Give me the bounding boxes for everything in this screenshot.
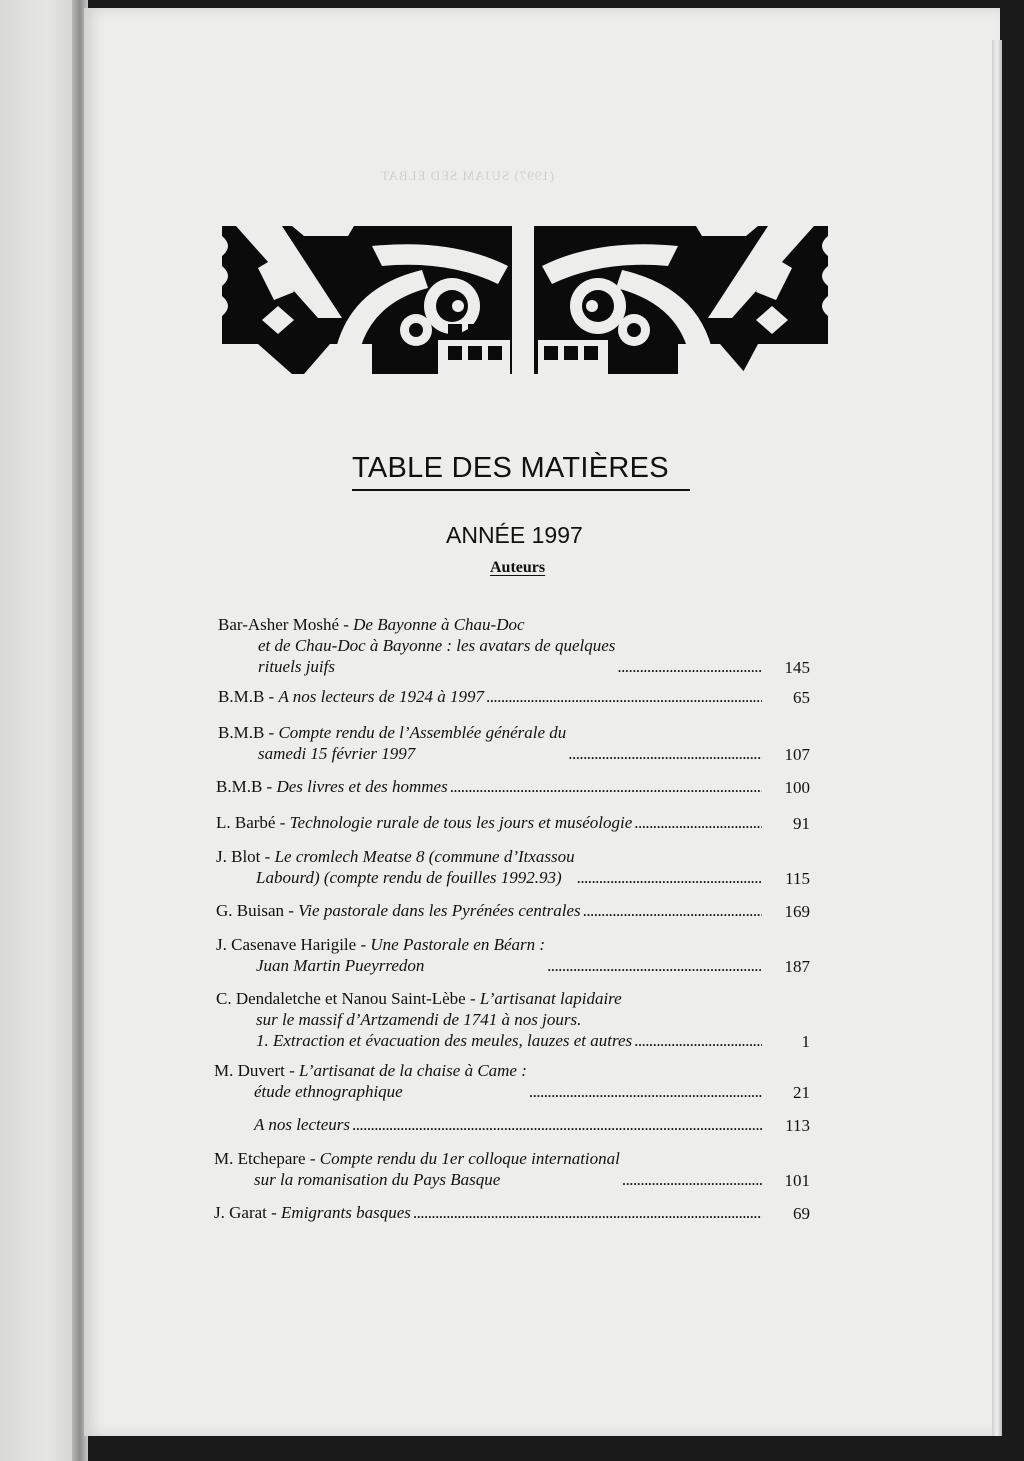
entry-title-line: Compte rendu du 1er colloque international bbox=[319, 1149, 620, 1168]
entry-title-line: et de Chau-Doc à Bayonne : les avatars de quelques bbox=[258, 636, 616, 655]
page-number: 21 bbox=[793, 1083, 810, 1102]
entry-title-line: étude ethnographique bbox=[254, 1082, 403, 1101]
facing-page bbox=[0, 0, 80, 1461]
entry-title-line: 1. Extraction et évacuation des meules, lauzes et autres bbox=[256, 1031, 633, 1050]
toc-entry bbox=[218, 614, 615, 677]
entry-title-line: L’artisanat lapidaire bbox=[479, 989, 622, 1008]
entry-title-line: Emigrants basques bbox=[281, 1203, 411, 1222]
dot-leader bbox=[622, 1169, 762, 1190]
page-title: TABLE DES MATIÈRES bbox=[352, 452, 669, 484]
dot-leader bbox=[634, 812, 762, 833]
toc-entry bbox=[216, 812, 632, 833]
page-number: 169 bbox=[784, 902, 810, 921]
year-heading: ANNÉE 1997 bbox=[446, 522, 583, 548]
toc-entry bbox=[216, 900, 581, 921]
dot-leader bbox=[634, 1030, 762, 1051]
entry-title-line: L’artisanat de la chaise à Came : bbox=[298, 1061, 527, 1080]
page-number: 1 bbox=[801, 1032, 810, 1051]
entry-title-line: Labourd) (compte rendu de fouilles 1992.93) bbox=[256, 868, 562, 887]
entry-author: J. Garat - bbox=[214, 1203, 282, 1222]
entry-title-line: A nos lecteurs de 1924 à 1997 bbox=[278, 687, 485, 706]
page-number: 100 bbox=[784, 778, 810, 797]
entry-title-line: Technologie rurale de tous les jours et muséologie bbox=[289, 813, 633, 832]
entry-author: B.M.B - bbox=[218, 687, 279, 706]
page-number: 115 bbox=[785, 869, 810, 888]
entry-author: M. Duvert - bbox=[214, 1061, 299, 1080]
toc-entry bbox=[216, 776, 448, 797]
page-number: 65 bbox=[793, 688, 810, 707]
entry-title-line: Le cromlech Meatse 8 (commune d’Itxassou bbox=[274, 847, 575, 866]
entry-title-line: Vie pastorale dans les Pyrénées centrales bbox=[298, 901, 581, 920]
entry-author: J. Blot - bbox=[216, 847, 275, 866]
dot-leader bbox=[413, 1202, 762, 1223]
entry-title-line: samedi 15 février 1997 bbox=[258, 744, 416, 763]
page-number: 91 bbox=[793, 814, 810, 833]
dot-leader bbox=[529, 1081, 762, 1102]
page-edge bbox=[992, 40, 1002, 1436]
dot-leader bbox=[583, 900, 762, 921]
page-number: 187 bbox=[784, 957, 810, 976]
dot-leader bbox=[617, 656, 762, 677]
toc-entry bbox=[214, 1148, 620, 1190]
entry-title-line: Une Pastorale en Béarn : bbox=[370, 935, 546, 954]
toc-entry bbox=[216, 988, 632, 1051]
entry-author: B.M.B - bbox=[216, 777, 277, 796]
entry-author: L. Barbé - bbox=[216, 813, 290, 832]
toc-entry bbox=[214, 1060, 527, 1102]
show-through-text: (1997) SUJAM SED ELBAT bbox=[380, 168, 555, 183]
entry-title-line: Juan Martin Pueyrredon bbox=[256, 956, 425, 975]
section-heading: Auteurs bbox=[490, 559, 546, 576]
dot-leader bbox=[568, 743, 762, 764]
page-number: 107 bbox=[784, 745, 810, 764]
entry-author: J. Casenave Harigile - bbox=[216, 935, 371, 954]
toc-entry bbox=[214, 1114, 350, 1135]
page-number: 69 bbox=[793, 1204, 810, 1223]
ornamental-banner bbox=[222, 226, 828, 374]
toc-entry bbox=[214, 1202, 411, 1223]
title-underline bbox=[352, 489, 690, 491]
dot-leader bbox=[577, 867, 762, 888]
entry-author: M. Etchepare - bbox=[214, 1149, 320, 1168]
entry-author: Bar-Asher Moshé - bbox=[218, 615, 354, 634]
entry-author: G. Buisan - bbox=[216, 901, 299, 920]
entry-title-line: A nos lecteurs bbox=[254, 1115, 351, 1134]
page-number: 113 bbox=[785, 1116, 810, 1135]
dot-leader bbox=[450, 776, 762, 797]
toc-entry bbox=[216, 934, 545, 976]
entry-title-line: De Bayonne à Chau-Doc bbox=[353, 615, 525, 634]
page-number: 101 bbox=[784, 1171, 810, 1190]
page-number: 145 bbox=[784, 658, 810, 677]
dot-leader bbox=[486, 686, 762, 707]
entry-author: B.M.B - bbox=[218, 723, 279, 742]
toc-entry bbox=[216, 846, 575, 888]
entry-author: C. Dendaletche et Nanou Saint-Lèbe - bbox=[216, 989, 480, 1008]
entry-title-line: Compte rendu de l’Assemblée générale du bbox=[278, 723, 567, 742]
entry-title-line: Des livres et des hommes bbox=[276, 777, 448, 796]
entry-title-line: sur le massif d’Artzamendi de 1741 à nos jours. bbox=[256, 1010, 582, 1029]
entry-title-line: rituels juifs bbox=[258, 657, 335, 676]
toc-entry bbox=[218, 722, 566, 764]
entry-title-line: sur la romanisation du Pays Basque bbox=[254, 1170, 501, 1189]
toc-entry bbox=[218, 686, 484, 707]
dot-leader bbox=[352, 1114, 762, 1135]
dot-leader bbox=[547, 955, 762, 976]
